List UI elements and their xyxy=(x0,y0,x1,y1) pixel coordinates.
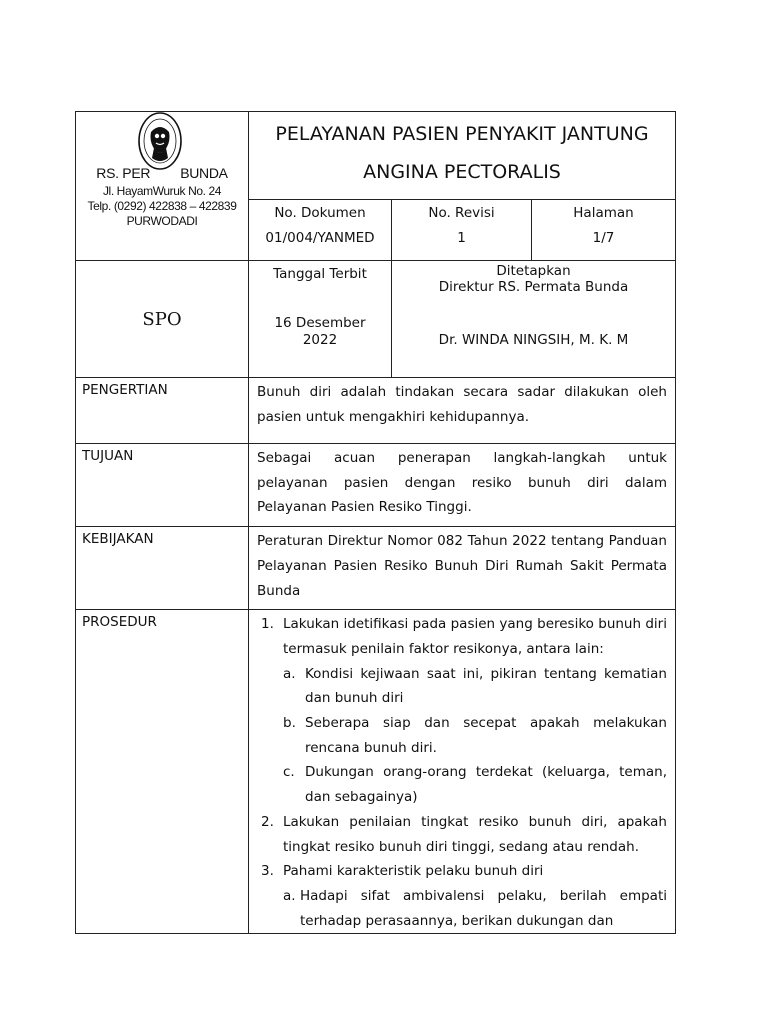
approval-line-1: Ditetapkan xyxy=(496,263,571,279)
substep-letter: b. xyxy=(283,715,296,732)
substep-letter: a. xyxy=(283,665,296,682)
procedure-step-2 xyxy=(257,810,667,859)
address-line-1: Jl. HayamWuruk No. 24 xyxy=(102,184,222,198)
page-label: Halaman xyxy=(573,205,634,222)
section-text-prosedur xyxy=(249,610,676,934)
issue-date-line-1: 16 Desember xyxy=(274,315,366,331)
approval-signatory: Dr. WINDA NINGSIH, M. K. M xyxy=(438,332,629,348)
page-value: 1/7 xyxy=(592,230,615,247)
substep-letter: c. xyxy=(283,764,295,781)
spo-label: SPO xyxy=(76,261,249,378)
hospital-header xyxy=(76,112,249,261)
procedure-step-1 xyxy=(257,612,667,661)
procedure-substep-a xyxy=(257,662,667,711)
procedure-substep-b xyxy=(257,711,667,760)
section-label-pengertian: PENGERTIAN xyxy=(76,378,249,444)
issue-date-cell xyxy=(249,261,392,378)
issue-date-label: Tanggal Terbit xyxy=(273,266,367,282)
spo-table xyxy=(75,111,676,934)
document-title xyxy=(249,112,676,200)
substep-text: Kondisi kejiwaan saat ini, pikiran tentang kematian dan bunuh diri xyxy=(305,665,667,707)
revision-label: No. Revisi xyxy=(428,205,495,222)
procedure-list xyxy=(257,612,667,661)
section-label-tujuan: TUJUAN xyxy=(76,444,249,527)
hospital-seal-icon xyxy=(138,112,182,170)
step-number: 3. xyxy=(261,863,274,880)
document-number-value: 01/004/YANMED xyxy=(265,230,375,247)
procedure-substep-c xyxy=(257,760,667,809)
procedure-substep-3a xyxy=(257,884,667,933)
address-line-3: PURWODADI xyxy=(126,214,198,228)
substep-text: Hadapi sifat ambivalensi pelaku, berilah empati terhadap perasaannya, berikan dukungan dan xyxy=(300,887,667,929)
step-number: 1. xyxy=(261,616,274,633)
address-line-2: Telp. (0292) 422838 – 422839 xyxy=(87,199,237,213)
issue-date-line-2: 2022 xyxy=(302,332,338,348)
page-cell xyxy=(532,200,676,261)
procedure-list-cont xyxy=(257,810,667,884)
title-line-1: PELAYANAN PASIEN PENYAKIT JANTUNG xyxy=(275,123,649,145)
document-number-cell xyxy=(249,200,392,261)
section-label-prosedur: PROSEDUR xyxy=(76,610,249,934)
substep-letter: a. xyxy=(283,887,296,904)
section-text-tujuan: Sebagai acuan penerapan langkah-langkah untuk pelayanan pasien dengan resiko bunuh diri dalam Pelayanan Pasien Resiko Tinggi. xyxy=(249,444,676,527)
substep-text: Seberapa siap dan secepat apakah melakukan rencana bunuh diri. xyxy=(305,715,667,756)
spo-document xyxy=(75,111,675,934)
substep-text: Dukungan orang-orang terdekat (keluarga, teman, dan sebagainya) xyxy=(305,764,667,806)
procedure-substeps-1 xyxy=(257,662,667,810)
step-text: Lakukan idetifikasi pada pasien yang beresiko bunuh diri termasuk penilain faktor resikonya, antara lain: xyxy=(283,616,667,657)
step-text: Pahami karakteristik pelaku bunuh diri xyxy=(283,863,544,880)
revision-cell xyxy=(392,200,532,261)
section-text-pengertian: Bunuh diri adalah tindakan secara sadar dilakukan oleh pasien untuk mengakhiri kehidupannya. xyxy=(249,378,676,444)
section-text-kebijakan: Peraturan Direktur Nomor 082 Tahun 2022 tentang Panduan Pelayanan Pasien Resiko Bunuh Diri Rumah Sakit Permata Bunda xyxy=(249,527,676,610)
procedure-step-3 xyxy=(257,859,667,884)
approval-cell xyxy=(392,261,676,378)
section-label-kebijakan: KEBIJAKAN xyxy=(76,527,249,610)
revision-value: 1 xyxy=(457,230,466,247)
step-text: Lakukan penilaian tingkat resiko bunuh diri, apakah tingkat resiko bunuh diri tinggi, sedang atau rendah. xyxy=(283,813,667,855)
hospital-name: RS. PER BUNDA xyxy=(96,165,228,181)
procedure-substeps-3 xyxy=(257,884,667,933)
approval-line-2: Direktur RS. Permata Bunda xyxy=(438,279,629,295)
hospital-address xyxy=(76,184,248,229)
step-number: 2. xyxy=(261,813,274,830)
title-line-2: ANGINA PECTORALIS xyxy=(363,161,561,183)
document-number-label: No. Dokumen xyxy=(274,205,366,222)
